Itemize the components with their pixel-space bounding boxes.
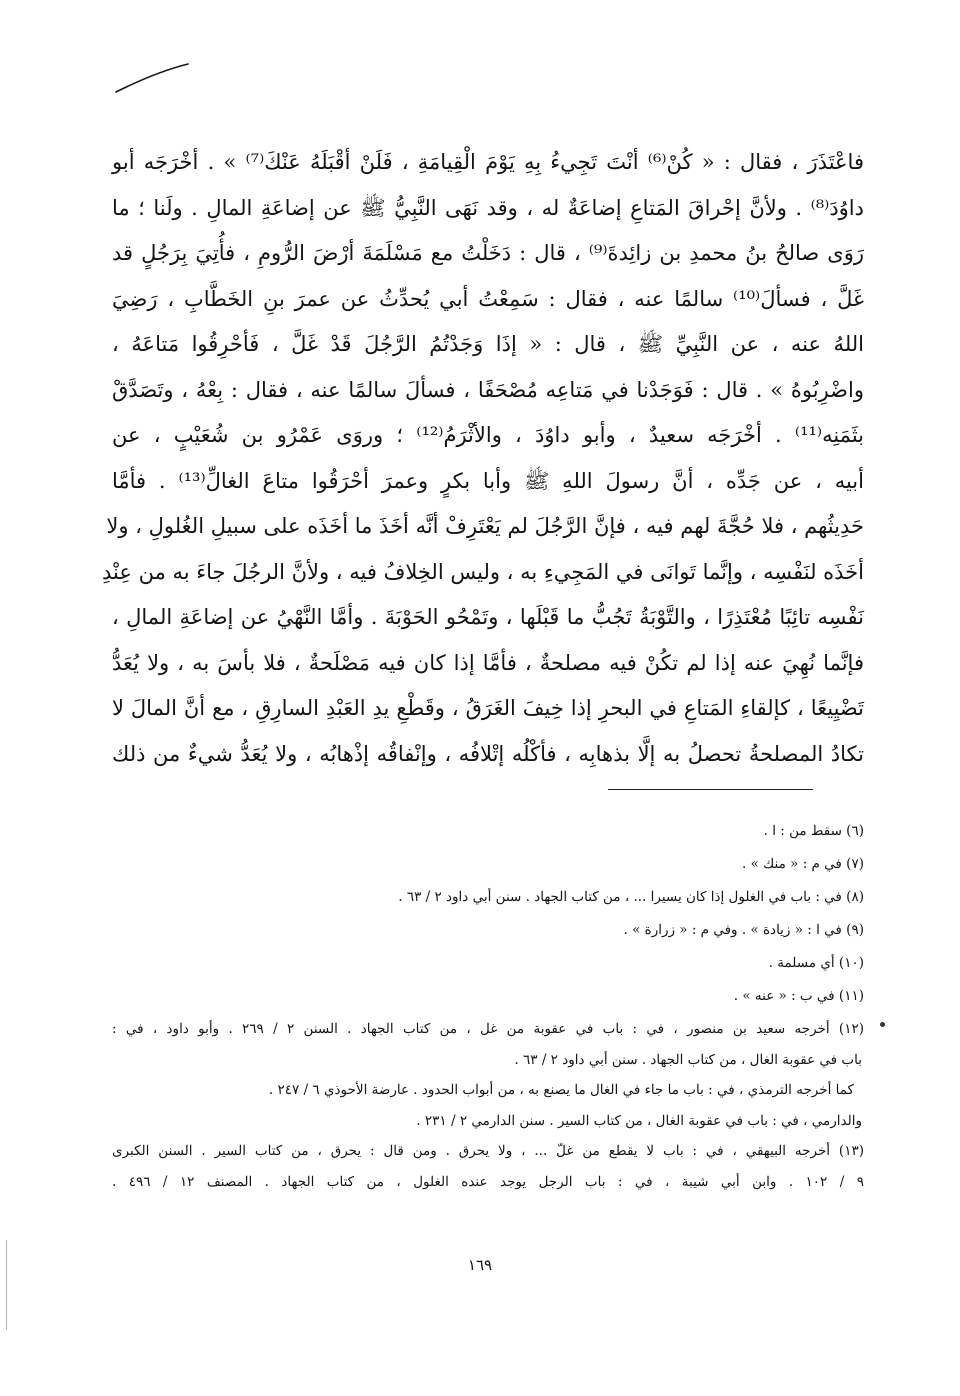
- body-line: تكادُ المصلحةُ تحصلُ به إلَّا بذهابِه ، فأكْلُه إتْلافُه ، وإنْفاقُه إذْهابُه ، ولا يُعَدُّ شيءٌ من ذلك: [112, 741, 864, 766]
- body-line: رَوَى صالحُ بنُ محمدِ بن زائِدةَ⁽⁹⁾ ، قال : دَخَلْتُ مع مَسْلَمَةَ أرْضَ الرُّومِ ، فأُتِيَ بِرَجُلٍ قد: [112, 241, 864, 265]
- margin-dot: [880, 1022, 885, 1027]
- body-line: غَلَّ ، فسألَ⁽¹⁰⁾ سالمًا عنه ، فقال : سَمِعْتُ أبي يُحدِّثُ عن عمرَ بنِ الخَطَّابِ ، رَضِيَ: [112, 286, 864, 311]
- footnote-13-continued: ٩ / ١٠٢ . وابن أبي شيبة ، في : باب الرجل يوجد عنده الغلول ، من كتاب الجهاد . المصنف ١٢ / ٤٩٦ .: [112, 1174, 864, 1190]
- footnote-6: (٦) سقط من : ا .: [763, 823, 864, 839]
- footnote-divider: [608, 789, 813, 790]
- pen-stroke-mark: [112, 58, 192, 98]
- footnotes: [112, 815, 864, 1196]
- footnote-12-continued: باب في عقوبة الغال ، من كتاب الجهاد . سنن أبي داود ٢ / ٦٣ .: [514, 1052, 862, 1068]
- footnote-12-continued: كما أخرجه الترمذي ، في : باب ما جاء في الغال ما يصنع به ، من أبواب الحدود . عارضة الأحوذي ٦ / ٢٤٧ .: [268, 1082, 854, 1098]
- main-text: [102, 140, 864, 777]
- body-line: فإنَّما نُهِيَ عنه إذا لم تكُنْ فيه مصلحةٌ ، فأمَّا إذا كان فيه مَصْلَحةٌ ، فلا بأسَ به ، ولا يُعَدُّ: [112, 650, 864, 675]
- body-line: واضْرِبُوهُ » . قال : فَوَجَدْنا في مَتاعِه مُصْحَفًا ، فسألَ سالمًا عنه ، فقال : بِعْهُ ، وتَصَدَّقْ: [112, 377, 864, 402]
- scan-edge-line: [6, 1240, 7, 1330]
- footnote-11: (١١) في ب : « عنه » .: [733, 988, 864, 1004]
- body-line: أبيه ، عن جَدِّه ، أنَّ رسولَ اللهِ ﷺ وأبا بكرٍ وعمرَ أحْرَقُوا متاعَ الغالِّ⁽¹³⁾ . فأمَّا: [112, 468, 864, 493]
- body-line: نَفْسِه تائِبًا مُعْتَذِرًا ، والتَّوْبَةُ تَجُبُّ ما قَبْلَها ، وتَمْحُو الحَوْبَةَ . وأمَّا النَّهْيُ عن إضاعَةِ المالِ ،: [112, 605, 864, 629]
- footnote-8: (٨) في : باب في الغلول إذا كان يسيرا ... ، من كتاب الجهاد . سنن أبي داود ٢ / ٦٣ .: [398, 889, 864, 905]
- footnote-12: (١٢) أخرجه سعيد بن منصور ، في : باب في عقوبة من غل ، من كتاب الجهاد . السنن ٢ / ٢٦٩ . وأبو داود ، في :: [112, 1021, 864, 1037]
- body-line: بثَمَنِه⁽¹¹⁾ . أخْرَجَه سعيدٌ ، وأبو داوُدَ ، والأثْرَمُ⁽¹²⁾ ؛ وروَى عَمْرُو بن شُعَيْبٍ ، عن: [112, 423, 864, 447]
- body-line: أخَذَه لنَفْسِه ، وإنَّما تَوانَى في المَجِيءِ به ، وليس الخِلافُ فيه ، ولأنَّ الرجُلَ جاءَ به من عِنْدِ: [102, 559, 864, 584]
- body-line: داوُدَ⁽⁸⁾ . ولأنَّ إحْراقَ المَتاعِ إضاعَةٌ له ، وقد نَهَى النَّبِيُّ ﷺ عن إضاعَةِ المالِ . ولَنا ؛ ما: [112, 195, 864, 220]
- footnote-7: (٧) في م : « منك » .: [742, 856, 864, 872]
- footnote-9: (٩) في ا : « زيادة » . وفي م : « زرارة » .: [623, 922, 864, 938]
- page-number: ١٦٩: [467, 1256, 493, 1274]
- footnote-12-continued: والدارمي ، في : باب في عقوبة الغال ، من كتاب السير . سنن الدارمي ٢ / ٢٣١ .: [416, 1113, 862, 1129]
- body-line: حَدِيثُهم ، فلا حُجَّةَ لهم فيه ، فإنَّ الرَّجُلَ لم يَعْتَرِفْ أنَّه أخَذَ ما أخَذَه على سبيلِ الغُلولِ ، ولا: [106, 514, 864, 538]
- body-line: فاعْتَذَرَ ، فقال : « كُنْ⁽⁶⁾ أنْتَ تَجِيءُ بِهِ يَوْمَ الْقِيامَةِ ، فَلَنْ أقْبَلَهُ عَنْكَ⁽⁷⁾ » . أخْرَجَه أبو: [112, 150, 864, 174]
- footnote-10: (١٠) أي مسلمة .: [768, 955, 864, 971]
- body-line: تَضْيِيعًا ، كإلقاءِ المَتاعِ في البحرِ إذا خِيفَ الغَرَقُ ، وقَطْعِ يدِ العَبْدِ السارِقِ ، مع أنَّ المالَ لا: [112, 696, 864, 720]
- body-line: اللهُ عنه ، عن النَّبِيِّ ﷺ ، قال : « إذَا وَجَدْتُمُ الرَّجُلَ قَدْ غَلَّ ، فَأحْرِقُوا مَتاعَهُ ،: [112, 332, 864, 356]
- footnote-13: (١٣) أخرجه البيهقي ، في : باب لا يقطع من غلّ ... ، ولا يحرق . ومن قال : يحرق ، من كتاب السير . السنن الكبرى: [112, 1143, 864, 1159]
